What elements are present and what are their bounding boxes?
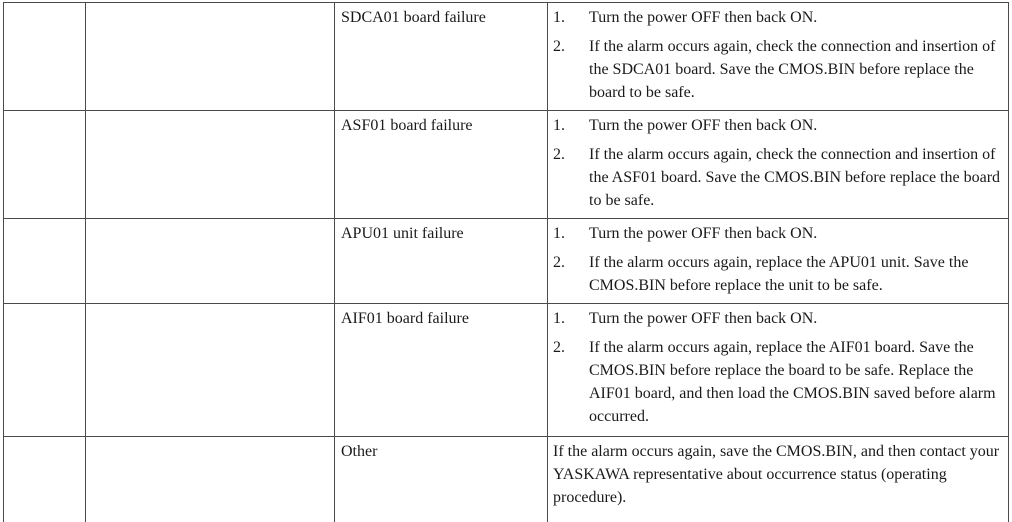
table-row xyxy=(4,3,1009,111)
remedy-cell xyxy=(548,219,1009,304)
remedy-step xyxy=(553,336,1002,428)
empty-cell xyxy=(86,111,335,219)
cause-cell: SDCA01 board failure xyxy=(335,3,548,111)
step-number: 2. xyxy=(553,336,589,428)
remedy-step xyxy=(553,143,1002,212)
step-text: Turn the power OFF then back ON. xyxy=(589,307,1002,330)
step-number: 2. xyxy=(553,251,589,297)
step-text: If the alarm occurs again, replace the APU01 unit. Save the CMOS.BIN before replace the unit to be safe. xyxy=(589,251,1002,297)
cause-cell: Other xyxy=(335,437,548,522)
empty-cell xyxy=(4,304,86,437)
table-row xyxy=(4,219,1009,304)
empty-cell xyxy=(4,3,86,111)
empty-cell xyxy=(86,219,335,304)
remedy-step xyxy=(553,307,1002,330)
empty-cell xyxy=(4,111,86,219)
remedy-step xyxy=(553,114,1002,137)
remedy-text: If the alarm occurs again, save the CMOS.BIN, and then contact your YASKAWA representative about occurrence status (operating procedure). xyxy=(553,440,1002,509)
step-number: 1. xyxy=(553,222,589,245)
remedy-cell xyxy=(548,304,1009,437)
step-text: If the alarm occurs again, check the connection and insertion of the ASF01 board. Save the CMOS.BIN before replace the board to be safe. xyxy=(589,143,1002,212)
step-number: 1. xyxy=(553,114,589,137)
step-text: Turn the power OFF then back ON. xyxy=(589,114,1002,137)
empty-cell xyxy=(86,304,335,437)
remedy-step xyxy=(553,222,1002,245)
step-number: 1. xyxy=(553,307,589,330)
remedy-cell xyxy=(548,437,1009,522)
table-row xyxy=(4,304,1009,437)
step-number: 2. xyxy=(553,35,589,104)
remedy-step xyxy=(553,35,1002,104)
step-text: If the alarm occurs again, replace the AIF01 board. Save the CMOS.BIN before replace the board to be safe. Replace the AIF01 board, and then load the CMOS.BIN saved before alarm occurred. xyxy=(589,336,1002,428)
remedy-step xyxy=(553,6,1002,29)
empty-cell xyxy=(86,437,335,522)
step-text: Turn the power OFF then back ON. xyxy=(589,222,1002,245)
empty-cell xyxy=(4,437,86,522)
step-number: 1. xyxy=(553,6,589,29)
step-text: Turn the power OFF then back ON. xyxy=(589,6,1002,29)
empty-cell xyxy=(4,219,86,304)
remedy-cell xyxy=(548,3,1009,111)
remedy-cell xyxy=(548,111,1009,219)
table-row xyxy=(4,437,1009,522)
table-row xyxy=(4,111,1009,219)
alarm-remedy-table xyxy=(3,2,1009,522)
remedy-step xyxy=(553,251,1002,297)
cause-cell: ASF01 board failure xyxy=(335,111,548,219)
cause-cell: APU01 unit failure xyxy=(335,219,548,304)
empty-cell xyxy=(86,3,335,111)
step-text: If the alarm occurs again, check the connection and insertion of the SDCA01 board. Save the CMOS.BIN before replace the board to be safe. xyxy=(589,35,1002,104)
step-number: 2. xyxy=(553,143,589,212)
cause-cell: AIF01 board failure xyxy=(335,304,548,437)
